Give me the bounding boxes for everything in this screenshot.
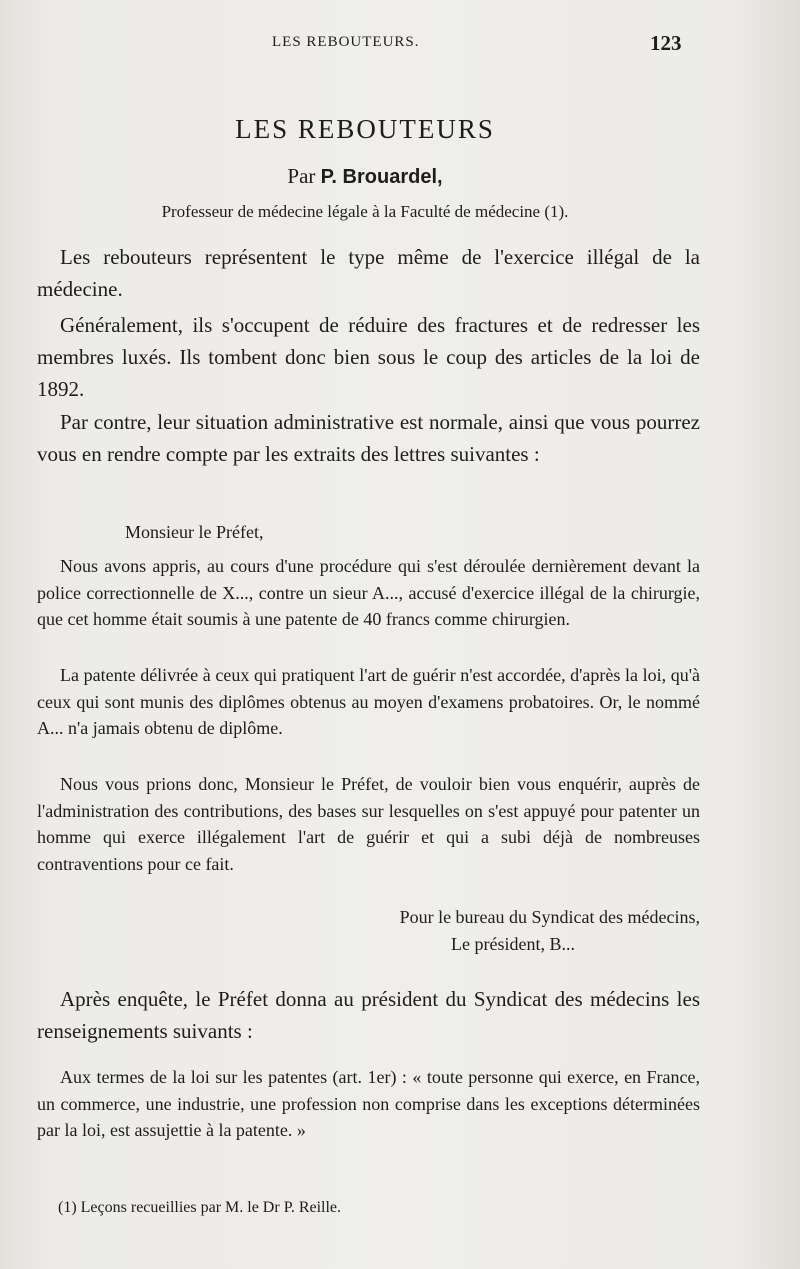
- letter-paragraph-patent: La patente délivrée à ceux qui pratiquent l'art de guérir n'est accordée, d'après la loi, qu'à ceux qui sont munis des diplômes obtenus au moyen d'examens probatoires. Or, le nommé A... n'a jamais obtenu de diplôme.: [37, 665, 700, 738]
- letter-salutation: Monsieur le Préfet,: [125, 522, 264, 542]
- paragraph-fractures: Généralement, ils s'occupent de réduire des fractures et de redresser les membres luxés. Ils tombent donc bien sous le coup des articles de la loi de 1892.: [37, 313, 700, 401]
- running-title: LES REBOUTEURS.: [272, 34, 420, 50]
- letter-signature-bureau: Pour le bureau du Syndicat des médecins,: [399, 907, 700, 927]
- paragraph-administrative: Par contre, leur situation administrative est normale, ainsi que vous pourrez vous en rendre compte par les extraits des lettres suivantes :: [37, 410, 700, 466]
- byline-prefix: Par: [287, 164, 321, 188]
- letter-paragraph-request: Nous vous prions donc, Monsieur le Préfet, de vouloir bien vous enquérir, auprès de l'administration des contributions, des bases sur lesquelles on s'est appuyé pour patenter un homme qui exerce illégalement l'art de guérir et qui a subi déjà de nombreuses contraventions pour ce fait.: [37, 774, 700, 874]
- paragraph-after-inquiry: Après enquête, le Préfet donna au président du Syndicat des médecins les renseignements suivants :: [37, 987, 700, 1043]
- paragraph-intro: Les rebouteurs représentent le type même de l'exercice illégal de la médecine.: [37, 245, 700, 301]
- letter-paragraph-procedure: Nous avons appris, au cours d'une procédure qui s'est déroulée dernièrement devant la police correctionnelle de X..., contre un sieur A..., accusé d'exercice illégal de la chirurgie, que cet homme était soumis à une patente de 40 francs comme chirurgien.: [37, 556, 700, 629]
- author-name: P. Brouardel,: [320, 166, 443, 188]
- quote-patent-law: Aux termes de la loi sur les patentes (art. 1er) : « toute personne qui exerce, en France, un commerce, une industrie, une profession non comprise dans les exceptions déterminées par la loi, est assujettie à la patente. »: [37, 1067, 700, 1140]
- byline: [0, 164, 730, 189]
- footnote: (1) Leçons recueillies par M. le Dr P. Reille.: [58, 1199, 342, 1216]
- page-number: 123: [650, 31, 682, 55]
- article-title: LES REBOUTEURS: [235, 114, 495, 144]
- author-affiliation: Professeur de médecine légale à la Faculté de médecine (1).: [161, 202, 569, 221]
- letter-signature-president: Le président, B...: [451, 934, 575, 954]
- running-head: [0, 31, 800, 56]
